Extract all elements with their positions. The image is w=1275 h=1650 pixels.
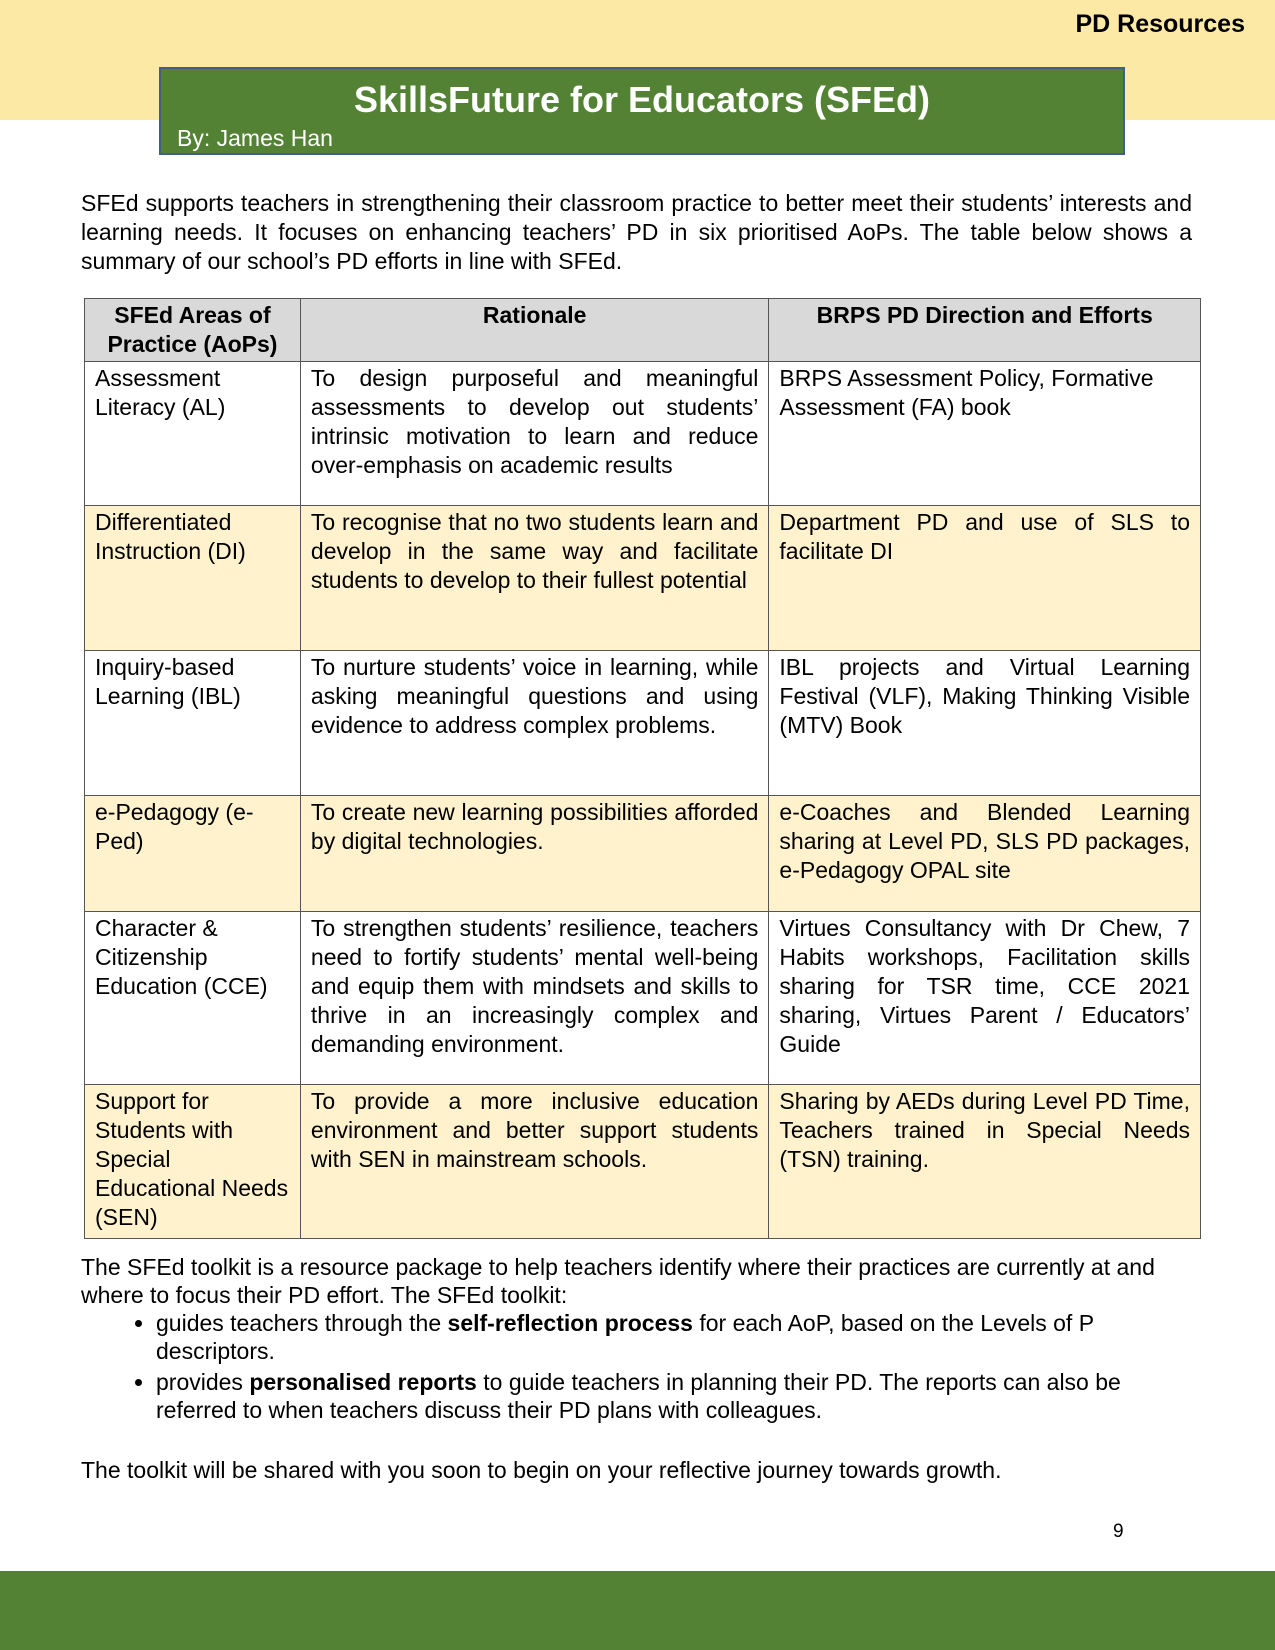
table-row (85, 362, 1201, 506)
bold-phrase: personalised reports (249, 1369, 477, 1395)
title-banner (159, 67, 1125, 155)
rationale-cell: To design purposeful and meaningful assessments to develop out students’ intrinsic motivation to learn and reduce over-emphasis on academic results (300, 362, 769, 506)
section-label: PD Resources (1075, 10, 1245, 38)
efforts-cell: Sharing by AEDs during Level PD Time, Teachers trained in Special Needs (TSN) training. (769, 1085, 1201, 1239)
efforts-cell: IBL projects and Virtual Learning Festival (VLF), Making Thinking Visible (MTV) Book (769, 651, 1201, 796)
table-header-row (85, 299, 1201, 362)
list-item: • provides personalised reports to guide teachers in planning their PD. The reports can also be referred to when teachers discuss their PD plans with colleagues. (156, 1368, 1192, 1424)
rationale-cell: To provide a more inclusive education environment and better support students with SEN in mainstream schools. (300, 1085, 769, 1239)
page-number: 9 (1113, 1521, 1124, 1542)
rationale-cell: To create new learning possibilities afforded by digital technologies. (300, 796, 769, 912)
author-byline: By: James Han (177, 125, 333, 151)
toolkit-intro: The SFEd toolkit is a resource package to help teachers identify where their practices are currently at and where to focus their PD effort. The SFEd toolkit: (81, 1254, 1155, 1308)
aop-cell: Support for Students with Special Educational Needs (SEN) (85, 1085, 301, 1239)
rationale-cell: To strengthen students’ resilience, teachers need to fortify students’ mental well-being and equip them with mindsets and skills to thrive in an increasingly complex and demanding environment. (300, 912, 769, 1085)
aop-table (84, 298, 1201, 1239)
table-row (85, 651, 1201, 796)
table-row (85, 796, 1201, 912)
efforts-cell: Virtues Consultancy with Dr Chew, 7 Habits workshops, Facilitation skills sharing for TSR time, CCE 2021 sharing, Virtues Parent / Educators’ Guide (769, 912, 1201, 1085)
toolkit-section (81, 1253, 1192, 1427)
list-item: • guides teachers through the self-reflection process for each AoP, based on the Levels of P descriptors. (156, 1309, 1192, 1365)
table-row (85, 912, 1201, 1085)
table-row (85, 1085, 1201, 1239)
closing-sentence: The toolkit will be shared with you soon to begin on your reflective journey towards growth. (81, 1457, 1002, 1483)
column-header-efforts: BRPS PD Direction and Efforts (769, 299, 1201, 362)
bottom-green-band (0, 1571, 1275, 1650)
efforts-cell: BRPS Assessment Policy, Formative Assessment (FA) book (769, 362, 1201, 506)
aop-cell: Inquiry-based Learning (IBL) (85, 651, 301, 796)
aop-cell: Character & Citizenship Education (CCE) (85, 912, 301, 1085)
page-title: SkillsFuture for Educators (SFEd) (353, 79, 931, 120)
rationale-cell: To nurture students’ voice in learning, while asking meaningful questions and using evidence to address complex problems. (300, 651, 769, 796)
aop-cell: Differentiated Instruction (DI) (85, 506, 301, 651)
column-header-rationale: Rationale (300, 299, 769, 362)
efforts-cell: e-Coaches and Blended Learning sharing at Level PD, SLS PD packages, e-Pedagogy OPAL site (769, 796, 1201, 912)
intro-paragraph: SFEd supports teachers in strengthening their classroom practice to better meet their students’ interests and learning needs. It focuses on enhancing teachers’ PD in six prioritised AoPs. The table below shows a summary of our school’s PD efforts in line with SFEd. (81, 190, 1192, 274)
bold-phrase: self-reflection process (447, 1310, 693, 1336)
aop-cell: Assessment Literacy (AL) (85, 362, 301, 506)
efforts-cell: Department PD and use of SLS to facilitate DI (769, 506, 1201, 651)
rationale-cell: To recognise that no two students learn and develop in the same way and facilitate students to develop to their fullest potential (300, 506, 769, 651)
column-header-aop: SFEd Areas of Practice (AoPs) (85, 299, 301, 362)
aop-cell: e-Pedagogy (e-Ped) (85, 796, 301, 912)
toolkit-bullet-list (81, 1309, 1192, 1424)
table-row (85, 506, 1201, 651)
